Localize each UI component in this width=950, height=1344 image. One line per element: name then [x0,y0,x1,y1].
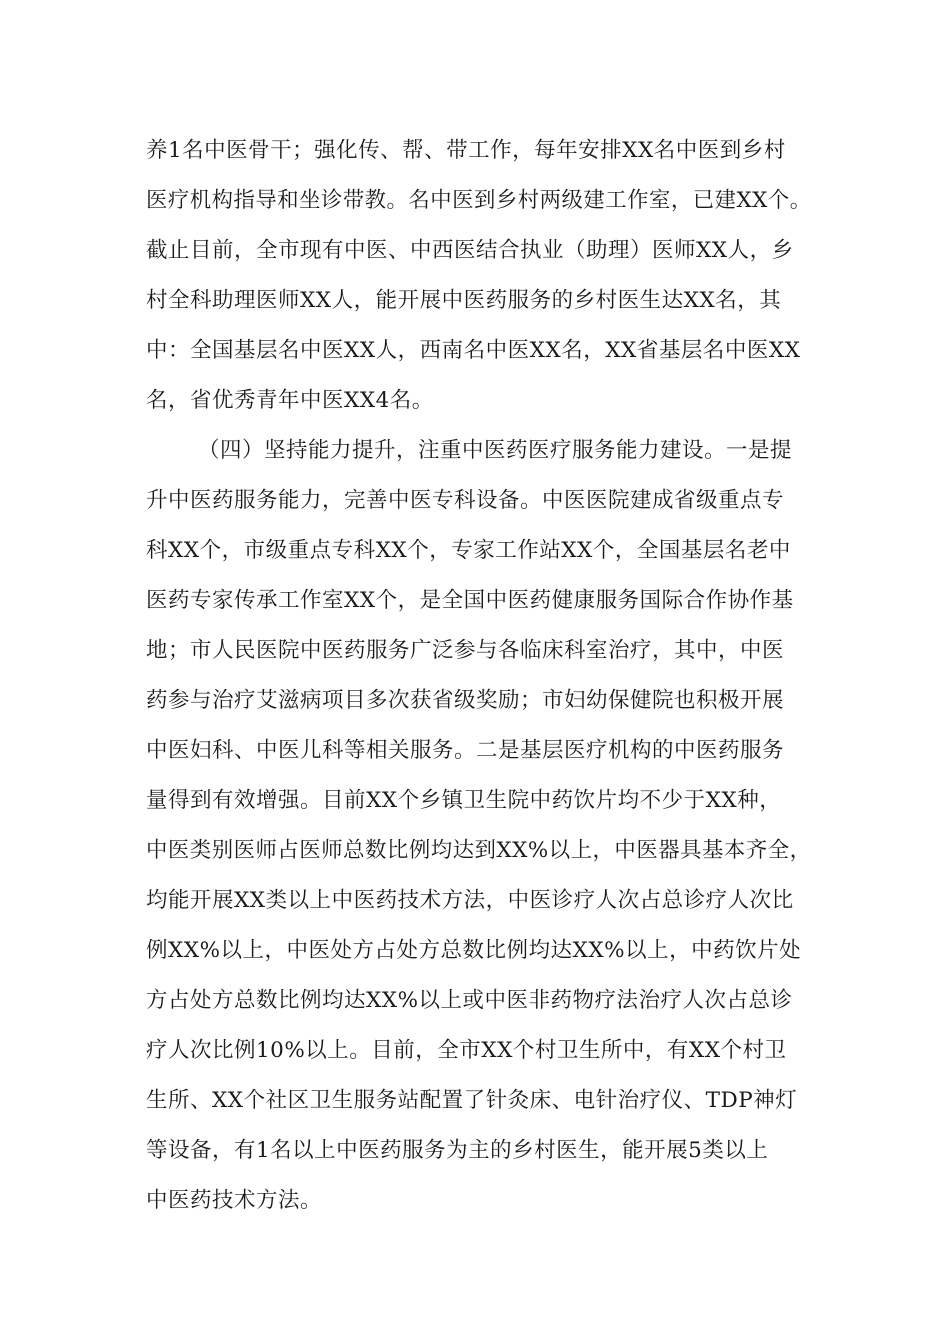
text-line: 中医妇科、中医儿科等相关服务。二是基层医疗机构的中医药服务 [146,738,785,763]
text-line: 名，省优秀青年中医XX4名。 [146,388,434,413]
paragraph-start-line: （四）坚持能力提升，注重中医药医疗服务能力建设。一是提 [198,438,793,463]
text-line: 疗人次比例10%以上。目前，全市XX个村卫生所中，有XX个村卫 [146,1038,787,1063]
text-line: 量得到有效增强。目前XX个乡镇卫生院中药饮片均不少于XX种， [146,788,782,813]
text-line: 等设备，有1名以上中医药服务为主的乡村医生，能开展5类以上 [146,1138,769,1163]
text-line: 升中医药服务能力，完善中医专科设备。中医医院建成省级重点专 [146,488,785,513]
text-line: 医疗机构指导和坐诊带教。名中医到乡村两级建工作室，已建XX个。 [146,188,812,213]
text-line: 药参与治疗艾滋病项目多次获省级奖励；市妇幼保健院也积极开展 [146,688,785,713]
text-line: 地；市人民医院中医药服务广泛参与各临床科室治疗，其中，中医 [146,638,785,663]
text-line: 中医类别医师占医师总数比例均达到XX%以上，中医器具基本齐全， [146,838,812,863]
text-line: 方占处方总数比例均达XX%以上或中医非药物疗法治疗人次占总诊 [146,988,793,1013]
text-line: 中：全国基层名中医XX人，西南名中医XX名，XX省基层名中医XX [146,338,801,363]
text-line: 中医药技术方法。 [146,1188,323,1213]
text-line: 例XX%以上，中医处方占处方总数比例均达XX%以上，中药饮片处 [146,938,802,963]
text-line: 科XX个，市级重点专科XX个，专家工作站XX个，全国基层名老中 [146,538,791,563]
text-line: 截止目前，全市现有中医、中西医结合执业（助理）医师XX人，乡 [146,238,794,263]
text-line: 村全科助理医师XX人，能开展中医药服务的乡村医生达XX名，其 [146,288,782,313]
text-line: 均能开展XX类以上中医药技术方法，中医诊疗人次占总诊疗人次比 [146,888,794,913]
text-line: 生所、XX个社区卫生服务站配置了针灸床、电针治疗仪、TDP神灯 [146,1088,798,1113]
text-line: 养1名中医骨干；强化传、帮、带工作，每年安排XX名中医到乡村 [146,138,786,163]
text-line: 医药专家传承工作室XX个，是全国中医药健康服务国际合作协作基 [146,588,794,613]
